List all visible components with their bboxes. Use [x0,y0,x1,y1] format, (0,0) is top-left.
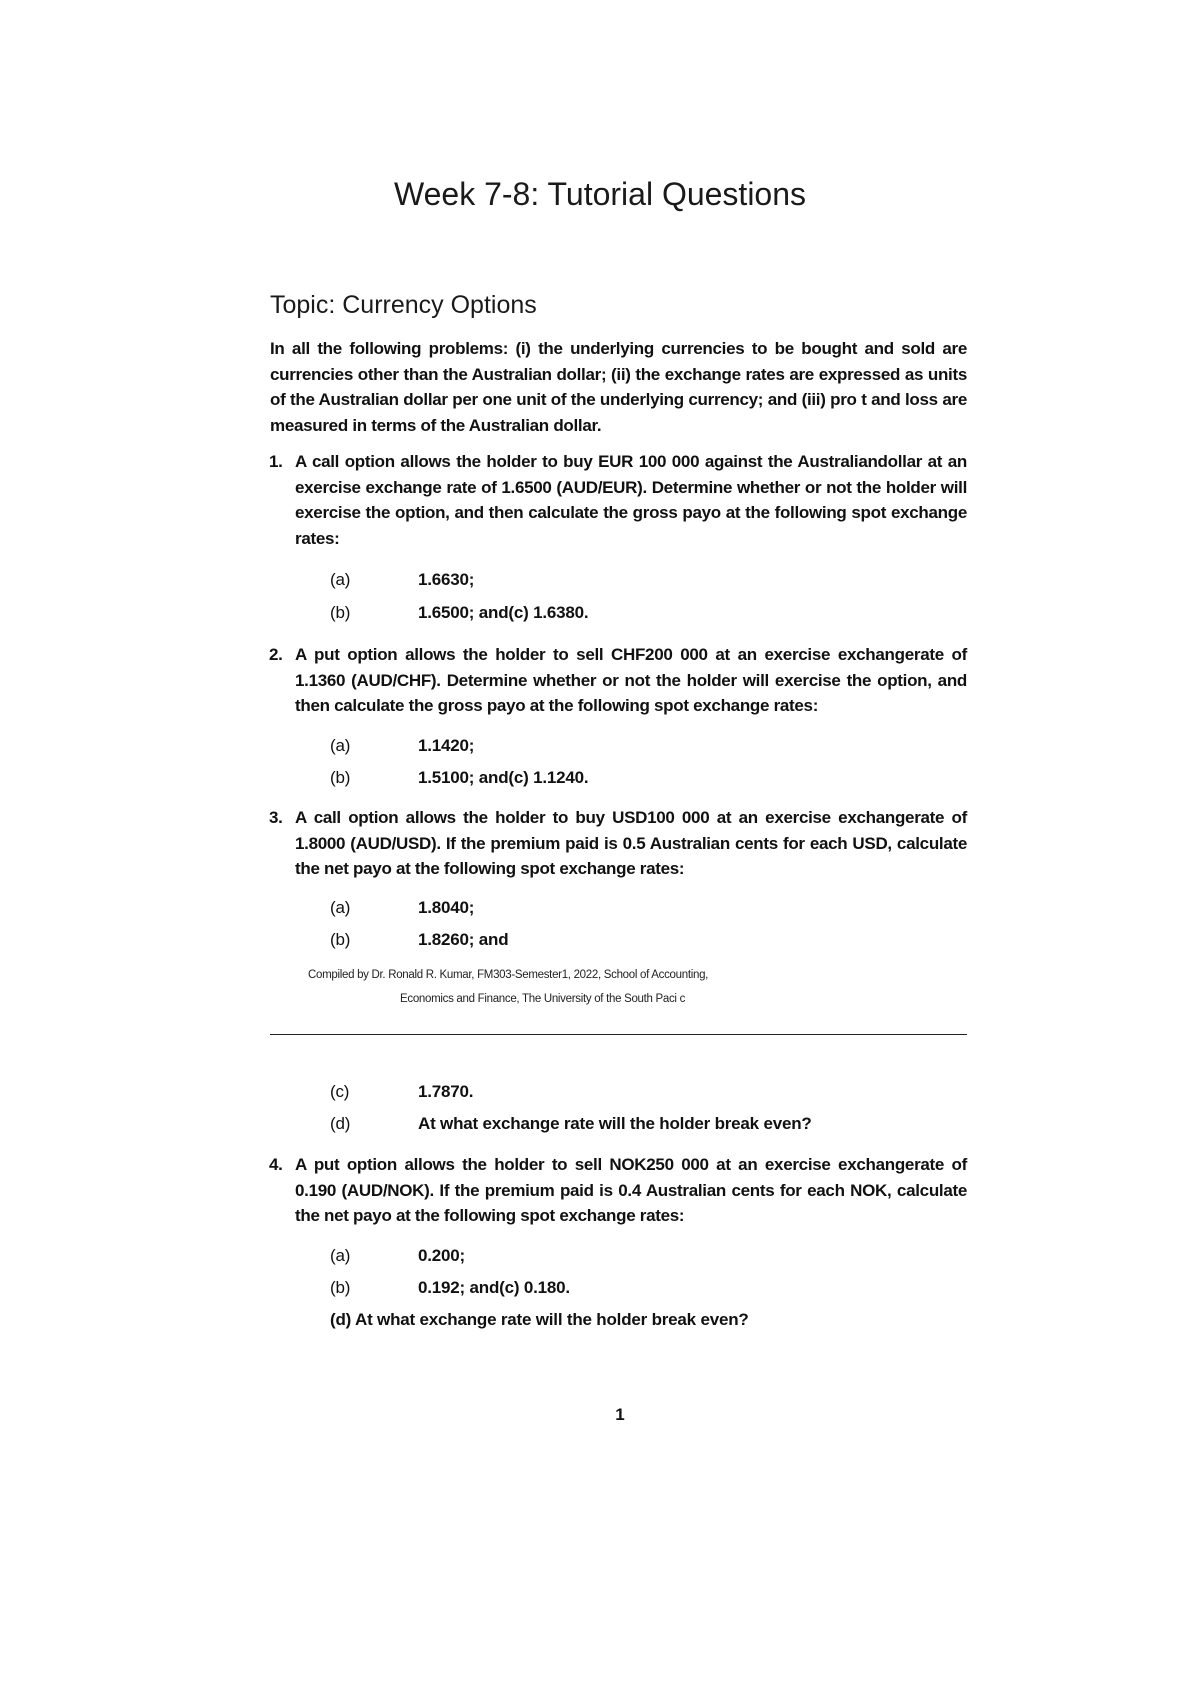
question-text: A put option allows the holder to sell NOK250 000 at an exercise exchangerate of 0.190 (AUD/NOK). If the premium paid is 0.4 Australian cents for each NOK, calculate the net payo at the following spot exchange rates: [295,1155,967,1225]
question-text: A call option allows the holder to buy USD100 000 at an exercise exchangerate of 1.8000 (AUD/USD). If the premium paid is 0.5 Australian cents for each USD, calculate the net payo at the following spot exchange rates: [295,808,967,878]
option-value: 0.200; [418,1246,466,1265]
option-label: (b) [330,1278,351,1297]
option-label: (b) [330,603,351,622]
question-number: 2. [269,645,283,664]
footer-institution: Economics and Finance, The University of the South Paci c [400,993,686,1005]
option-value: 1.8260; and [418,930,509,949]
question-1 [269,449,967,551]
question-4-extra: (d) At what exchange rate will the holder break even? [330,1310,749,1329]
option-value: 1.6630; [418,570,475,589]
option-value: 1.6500; and(c) 1.6380. [418,603,589,622]
option-label: (a) [330,570,351,589]
option-value: 1.5100; and(c) 1.1240. [418,768,589,787]
footer-compiled-by: Compiled by Dr. Ronald R. Kumar, FM303-Semester1, 2022, School of Accounting, [308,969,709,981]
topic-heading: Topic: Currency Options [270,291,537,319]
option-label: (b) [330,768,351,787]
question-number: 1. [269,452,283,471]
option-label: (b) [330,930,351,949]
option-label: (a) [330,898,351,917]
option-label: (c) [330,1082,350,1101]
option-label: (a) [330,1246,351,1265]
question-number: 4. [269,1155,283,1174]
question-text: A put option allows the holder to sell CHF200 000 at an exercise exchangerate of 1.1360 (AUD/CHF). Determine whether or not the holder will exercise the option, and then calculate the gross payo at the following spot exchange rates: [295,645,967,715]
page-title: Week 7-8: Tutorial Questions [393,176,807,212]
option-value: 0.192; and(c) 0.180. [418,1278,570,1297]
option-value: At what exchange rate will the holder break even? [418,1114,812,1133]
question-4 [269,1152,967,1229]
question-2 [269,642,967,719]
question-text: A call option allows the holder to buy EUR 100 000 against the Australiandollar at an exercise exchange rate of 1.6500 (AUD/EUR). Determine whether or not the holder will exercise the option, and then calculate the gross payo at the following spot exchange rates: [295,452,967,548]
page-divider [270,1034,967,1035]
option-value: 1.7870. [418,1082,474,1101]
option-value: 1.1420; [418,736,475,755]
option-value: 1.8040; [418,898,475,917]
option-label: (a) [330,736,351,755]
question-number: 3. [269,808,283,827]
option-label: (d) [330,1114,351,1133]
page-number: 1 [615,1405,625,1424]
question-3 [269,805,967,882]
intro-paragraph: In all the following problems: (i) the underlying currencies to be bought and sold are currencies other than the Australian dollar; (ii) the exchange rates are expressed as units of the Australian dollar per one unit of the underlying currency; and (iii) pro t and loss are measured in terms of the Australian dollar. [270,339,967,436]
